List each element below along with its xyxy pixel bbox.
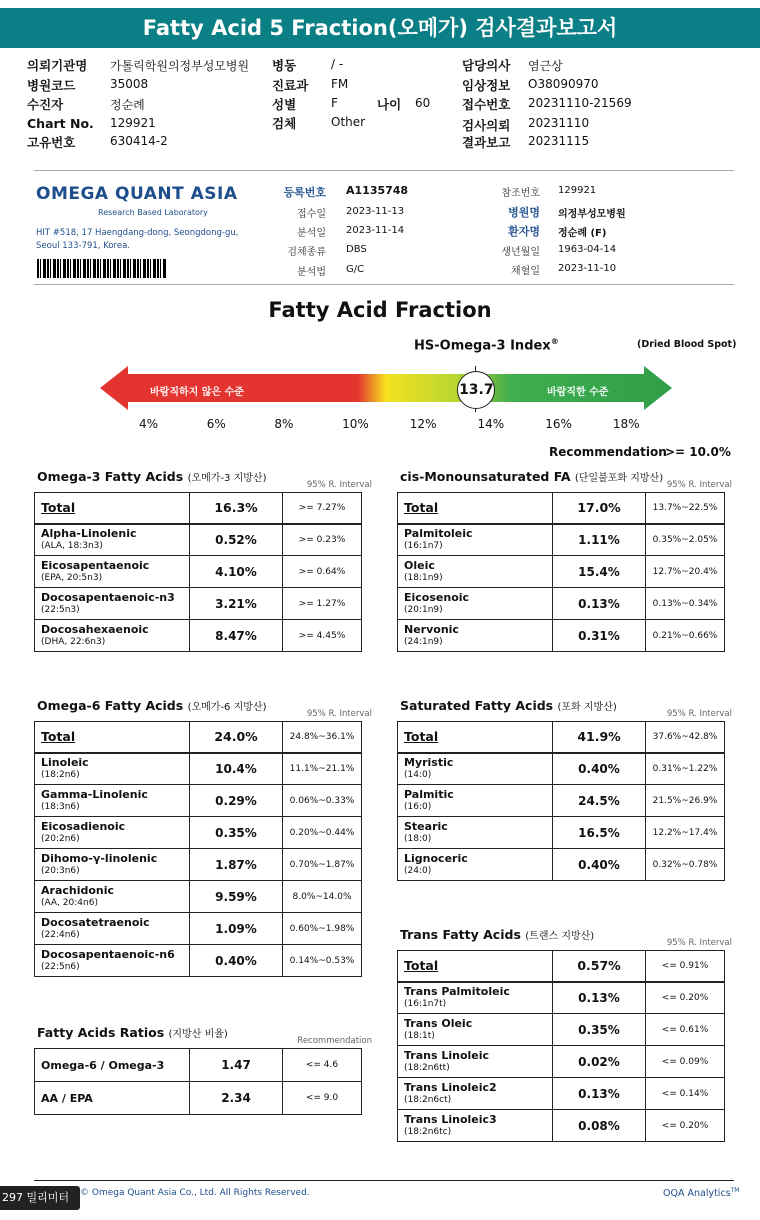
- reference-range: >= 0.23%: [283, 524, 362, 556]
- reference-range: <= 0.61%: [646, 1014, 725, 1046]
- method-value: G/C: [346, 264, 365, 275]
- table-row: [35, 785, 362, 817]
- result-value: 0.40%: [553, 849, 646, 881]
- result-value: 10.4%: [190, 753, 283, 785]
- fatty-acid-name: [35, 817, 190, 849]
- ref-value: 129921: [558, 185, 597, 196]
- saturated-title-text: Saturated Fatty Acids: [400, 698, 554, 713]
- gauge-tick: 8%: [274, 417, 294, 431]
- recv-label: 접수일: [297, 209, 326, 220]
- fatty-acid-name-text: Trans Palmitoleic: [404, 984, 510, 998]
- fatty-acid-code: (14:0): [404, 769, 432, 780]
- fatty-acid-name: [35, 849, 190, 881]
- result-value: 4.10%: [190, 556, 283, 588]
- fatty-acid-name: [398, 982, 553, 1014]
- result-value: 16.5%: [553, 817, 646, 849]
- sex-value: F: [331, 96, 338, 110]
- fatty-acid-name-text: Dihomo-γ-linolenic: [41, 851, 158, 865]
- ref-label: 참조번호: [501, 188, 540, 199]
- result-value: 0.40%: [553, 753, 646, 785]
- index-value: 13.7: [457, 371, 495, 409]
- barcode: [37, 259, 167, 278]
- reference-range: 0.35%~2.05%: [646, 524, 725, 556]
- reference-range: 8.0%~14.0%: [283, 881, 362, 913]
- table-row: [398, 817, 725, 849]
- fatty-acid-code: (18:1n9): [404, 572, 443, 583]
- draw-value: 2023-11-10: [558, 263, 617, 274]
- clinical-value: O38090970: [528, 77, 599, 91]
- chart-label: Chart No.: [27, 116, 94, 131]
- table-row: [35, 1082, 362, 1115]
- fatty-acid-code: (EPA, 20:5n3): [41, 572, 103, 583]
- mono-table: [397, 492, 725, 652]
- lab-logo: OMEGA QUANT ASIA: [36, 184, 238, 204]
- pt-value: 정순례 (F): [558, 228, 607, 239]
- fatty-acid-name-text: Linoleic: [41, 755, 89, 769]
- fatty-acid-name: [35, 945, 190, 977]
- spec-label: 검체종류: [287, 247, 326, 258]
- index-sup: ®: [550, 337, 559, 346]
- fatty-acid-name: [398, 493, 553, 524]
- recv-value: 2023-11-13: [346, 206, 405, 217]
- lab-logo-sub: Research Based Laboratory: [98, 208, 208, 217]
- doctor-value: 염근상: [528, 59, 563, 73]
- lab-address-2: Seoul 133-791, Korea.: [36, 241, 130, 251]
- fatty-acid-name-text: Gamma-Linolenic: [41, 787, 148, 801]
- hosp-label: 병원명: [508, 206, 540, 219]
- fatty-acid-name: [35, 588, 190, 620]
- lab-address-1: HIT #518, 17 Haengdang-dong, Seongdong-gu,: [36, 228, 239, 238]
- index-label: HS-Omega-3 Index: [414, 338, 551, 354]
- reference-range: 0.70%~1.87%: [283, 849, 362, 881]
- ward-value: / -: [331, 57, 344, 71]
- table-row: [398, 982, 725, 1014]
- table-row: [35, 849, 362, 881]
- table-row: [398, 951, 725, 982]
- result-value: 0.57%: [553, 951, 646, 982]
- ward-label: 병동: [272, 58, 297, 73]
- recommendation-label: Recommendation: [549, 445, 667, 459]
- gauge-tick: 18%: [612, 417, 640, 431]
- spec-value: DBS: [346, 244, 367, 255]
- table-row: [398, 722, 725, 753]
- reference-range: 0.60%~1.98%: [283, 913, 362, 945]
- omega6-interval-label: 95% R. Interval: [306, 709, 372, 719]
- fatty-acid-name: [398, 1014, 553, 1046]
- mono-title-text: cis-Monounsaturated FA: [400, 469, 571, 484]
- result-value: 0.35%: [553, 1014, 646, 1046]
- fatty-acid-name-text: Total: [404, 500, 439, 516]
- requested-label: 검사의뢰: [462, 118, 511, 133]
- header-divider: [34, 170, 734, 171]
- omega6-title: [37, 698, 266, 713]
- sex-label: 성별: [272, 97, 297, 112]
- fatty-acid-name-text: Trans Linoleic2: [404, 1080, 497, 1094]
- table-row: [35, 913, 362, 945]
- reference-range: 0.06%~0.33%: [283, 785, 362, 817]
- reference-range: 0.20%~0.44%: [283, 817, 362, 849]
- fatty-acid-code: (DHA, 22:6n3): [41, 636, 106, 647]
- good-level-label: 바람직한 수준: [547, 387, 609, 398]
- dept-value: FM: [331, 77, 349, 91]
- gauge-svg: [0, 362, 760, 414]
- footer-brand-text: OQA Analytics: [663, 1188, 731, 1200]
- clinical-label: 임상정보: [462, 78, 511, 93]
- fatty-acid-name: [35, 785, 190, 817]
- mono-title-kr: (단일불포화 지방산): [574, 473, 664, 484]
- table-row: [35, 945, 362, 977]
- reference-range: >= 1.27%: [283, 588, 362, 620]
- result-value: 0.02%: [553, 1046, 646, 1078]
- fatty-acid-name-text: Total: [41, 729, 76, 745]
- omega3-interval-label: 95% R. Interval: [306, 480, 372, 490]
- requested-value: 20231110: [528, 116, 590, 130]
- fatty-acid-code: (18:1t): [404, 1030, 435, 1041]
- result-value: 0.31%: [553, 620, 646, 652]
- result-value: 17.0%: [553, 493, 646, 524]
- reference-range: 11.1%~21.1%: [283, 753, 362, 785]
- pt-label: 환자명: [508, 225, 540, 238]
- lab-divider: [34, 284, 734, 285]
- fatty-acid-code: (AA, 20:4n6): [41, 897, 98, 908]
- dept-label: 진료과: [272, 78, 309, 93]
- result-value: 0.13%: [553, 1078, 646, 1110]
- saturated-title: [400, 698, 617, 713]
- result-value: 15.4%: [553, 556, 646, 588]
- reference-range: 0.21%~0.66%: [646, 620, 725, 652]
- reference-range: 0.32%~0.78%: [646, 849, 725, 881]
- index-title: [414, 337, 559, 353]
- gauge-tick: 14%: [477, 417, 505, 431]
- fatty-acid-name: [398, 1110, 553, 1142]
- reference-range: <= 4.6: [283, 1049, 362, 1082]
- footer-brand-sup: TM: [730, 1187, 740, 1194]
- table-row: [398, 1046, 725, 1078]
- fatty-acid-name-text: Trans Linoleic: [404, 1048, 490, 1062]
- fatty-acid-name: [398, 588, 553, 620]
- fatty-acid-name-text: Lignoceric: [404, 851, 468, 865]
- result-value: 3.21%: [190, 588, 283, 620]
- fatty-acid-name-text: Alpha-Linolenic: [41, 526, 137, 540]
- footer-copyright: © Omega Quant Asia Co., Ltd. All Rights Reserved.: [80, 1188, 310, 1198]
- dob-value: 1963-04-14: [558, 244, 617, 255]
- result-value: 0.13%: [553, 588, 646, 620]
- table-row: [398, 753, 725, 785]
- fatty-acid-code: (20:2n6): [41, 833, 80, 844]
- reference-range: 0.14%~0.53%: [283, 945, 362, 977]
- fatty-acid-name: [35, 753, 190, 785]
- table-row: [35, 1049, 362, 1082]
- page-size-badge: 297 밀리미터: [0, 1186, 80, 1210]
- ratios-rec-label: Recommendation: [297, 1036, 372, 1046]
- fatty-acid-name-text: Trans Oleic: [404, 1016, 473, 1030]
- reference-range: <= 0.09%: [646, 1046, 725, 1078]
- omega6-title-kr: (오메가-6 지방산): [187, 702, 267, 713]
- ratios-table: [34, 1048, 362, 1115]
- trans-title-text: Trans Fatty Acids: [400, 927, 521, 942]
- table-row: [398, 620, 725, 652]
- fatty-acid-name-text: Eicosenoic: [404, 590, 470, 604]
- result-value: 24.5%: [553, 785, 646, 817]
- fatty-acid-name: [35, 913, 190, 945]
- result-value: 0.35%: [190, 817, 283, 849]
- reference-range: <= 0.20%: [646, 982, 725, 1014]
- table-row: [398, 493, 725, 524]
- hosp-value: 의정부성모병원: [558, 209, 626, 220]
- fraction-heading: Fatty Acid Fraction: [268, 298, 492, 322]
- fatty-acid-name-text: AA / EPA: [41, 1091, 93, 1105]
- result-value: 0.29%: [190, 785, 283, 817]
- anal-value: 2023-11-14: [346, 225, 405, 236]
- fatty-acid-name-text: Docosapentaenoic-n3: [41, 590, 175, 604]
- fatty-acid-name: [35, 1082, 190, 1115]
- mono-title: [400, 469, 663, 484]
- fatty-acid-name-text: Omega-6 / Omega-3: [41, 1058, 165, 1072]
- fatty-acid-code: (22:4n6): [41, 929, 80, 940]
- result-value: 8.47%: [190, 620, 283, 652]
- ratios-title-kr: (지방산 비율): [168, 1029, 228, 1040]
- omega6-table: [34, 721, 362, 977]
- fatty-acid-name: [398, 556, 553, 588]
- table-row: [35, 493, 362, 524]
- fatty-acid-name-text: Palmitoleic: [404, 526, 473, 540]
- fatty-acid-code: (16:1n7t): [404, 998, 447, 1009]
- fatty-acid-name: [35, 722, 190, 753]
- result-value: 1.09%: [190, 913, 283, 945]
- trans-interval-label: 95% R. Interval: [666, 938, 732, 948]
- table-row: [398, 524, 725, 556]
- dob-label: 생년월일: [501, 247, 540, 258]
- chart-value: 129921: [110, 116, 156, 130]
- reference-range: 0.13%~0.34%: [646, 588, 725, 620]
- table-row: [35, 620, 362, 652]
- specimen-value: Other: [331, 115, 366, 129]
- trans-title: [400, 927, 594, 942]
- fatty-acid-name-text: Eicosapentaenoic: [41, 558, 150, 572]
- draw-label: 채혈일: [511, 266, 540, 277]
- hospcode-label: 병원코드: [27, 78, 76, 93]
- fatty-acid-name: [398, 753, 553, 785]
- fatty-acid-name-text: Total: [404, 729, 439, 745]
- omega3-title: [37, 469, 266, 484]
- table-row: [35, 881, 362, 913]
- saturated-title-kr: (포화 지방산): [557, 702, 617, 713]
- fatty-acid-name: [398, 1078, 553, 1110]
- uid-value: 630414-2: [110, 134, 168, 148]
- uid-label: 고유번호: [27, 135, 76, 150]
- doctor-label: 담당의사: [462, 58, 511, 73]
- reg-value: A1135748: [346, 184, 409, 197]
- fatty-acid-code: (18:0): [404, 833, 432, 844]
- table-row: [398, 785, 725, 817]
- fatty-acid-name: [398, 849, 553, 881]
- age-label: 나이: [377, 97, 402, 112]
- gauge-tick: 12%: [409, 417, 437, 431]
- fatty-acid-name-text: Arachidonic: [41, 883, 115, 897]
- fatty-acid-code: (22:5n6): [41, 961, 80, 972]
- footer-divider: [34, 1180, 734, 1181]
- reference-range: 21.5%~26.9%: [646, 785, 725, 817]
- fatty-acid-name-text: Oleic: [404, 558, 435, 572]
- gauge-tick: 16%: [545, 417, 572, 431]
- reg-label: 등록번호: [283, 186, 326, 199]
- fatty-acid-code: (24:0): [404, 865, 432, 876]
- footer-brand: [663, 1187, 739, 1199]
- table-row: [35, 722, 362, 753]
- hospital-label: 의뢰기관명: [27, 58, 88, 73]
- table-row: [35, 556, 362, 588]
- saturated-interval-label: 95% R. Interval: [666, 709, 732, 719]
- result-value: 16.3%: [190, 493, 283, 524]
- accession-label: 접수번호: [462, 97, 511, 112]
- saturated-table: [397, 721, 725, 881]
- reference-range: 37.6%~42.8%: [646, 722, 725, 753]
- fatty-acid-name-text: Trans Linoleic3: [404, 1112, 497, 1126]
- recommendation-value: >= 10.0%: [665, 445, 731, 459]
- reference-range: 12.2%~17.4%: [646, 817, 725, 849]
- reference-range: 0.31%~1.22%: [646, 753, 725, 785]
- reference-range: 13.7%~22.5%: [646, 493, 725, 524]
- fatty-acid-name: [35, 524, 190, 556]
- fatty-acid-code: (24:1n9): [404, 636, 443, 647]
- fatty-acid-name-text: Stearic: [404, 819, 448, 833]
- fatty-acid-name: [398, 620, 553, 652]
- fatty-acid-code: (18:3n6): [41, 801, 80, 812]
- fatty-acid-code: (20:1n9): [404, 604, 443, 615]
- result-value: 0.08%: [553, 1110, 646, 1142]
- patient-value: 정순례: [110, 98, 145, 112]
- trans-table: [397, 950, 725, 1142]
- bad-level-label: 바람직하지 않은 수준: [150, 387, 244, 398]
- age-value: 60: [415, 96, 431, 110]
- table-row: [35, 817, 362, 849]
- fatty-acid-name: [35, 881, 190, 913]
- reference-range: 24.8%~36.1%: [283, 722, 362, 753]
- fatty-acid-name: [35, 556, 190, 588]
- reference-range: 12.7%~20.4%: [646, 556, 725, 588]
- omega3-title-text: Omega-3 Fatty Acids: [37, 469, 184, 484]
- table-row: [398, 849, 725, 881]
- fatty-acid-code: (18:2n6tt): [404, 1062, 450, 1073]
- index-marker: [456, 366, 496, 412]
- dbs-label: (Dried Blood Spot): [637, 339, 737, 350]
- mono-interval-label: 95% R. Interval: [666, 480, 732, 490]
- fatty-acid-name-text: Eicosadienoic: [41, 819, 126, 833]
- ratios-title: [37, 1025, 228, 1040]
- result-value: 0.52%: [190, 524, 283, 556]
- reported-label: 결과보고: [462, 135, 511, 150]
- result-value: 1.47: [190, 1049, 283, 1082]
- reference-range: >= 7.27%: [283, 493, 362, 524]
- fatty-acid-name: [35, 1049, 190, 1082]
- fatty-acid-name-text: Myristic: [404, 755, 454, 769]
- result-value: 2.34: [190, 1082, 283, 1115]
- accession-value: 20231110-21569: [528, 96, 632, 110]
- table-row: [398, 556, 725, 588]
- table-row: [35, 753, 362, 785]
- fatty-acid-code: (20:3n6): [41, 865, 80, 876]
- gauge-tick: 6%: [206, 417, 226, 431]
- result-value: 0.13%: [553, 982, 646, 1014]
- fatty-acid-name: [398, 1046, 553, 1078]
- fatty-acid-name-text: Docosahexaenoic: [41, 622, 149, 636]
- result-value: 0.40%: [190, 945, 283, 977]
- omega3-title-kr: (오메가-3 지방산): [187, 473, 267, 484]
- result-value: 1.87%: [190, 849, 283, 881]
- fatty-acid-name-text: Total: [41, 500, 76, 516]
- reported-value: 20231115: [528, 134, 590, 148]
- fatty-acid-code: (ALA, 18:3n3): [41, 540, 103, 551]
- result-value: 24.0%: [190, 722, 283, 753]
- hospital-value: 가톨릭학원의정부성모병원: [110, 59, 250, 73]
- fatty-acid-name-text: Total: [404, 958, 439, 974]
- ratios-title-text: Fatty Acids Ratios: [37, 1025, 165, 1040]
- reference-range: <= 0.91%: [646, 951, 725, 982]
- fatty-acid-name-text: Docosapentaenoic-n6: [41, 947, 175, 961]
- result-value: 1.11%: [553, 524, 646, 556]
- hospcode-value: 35008: [110, 77, 149, 91]
- reference-range: >= 0.64%: [283, 556, 362, 588]
- fatty-acid-name: [398, 817, 553, 849]
- fatty-acid-code: (22:5n3): [41, 604, 80, 615]
- fatty-acid-code: (18:2n6ct): [404, 1094, 452, 1105]
- fatty-acid-code: (16:0): [404, 801, 432, 812]
- result-value: 41.9%: [553, 722, 646, 753]
- omega3-table: [34, 492, 362, 652]
- fatty-acid-name: [398, 785, 553, 817]
- fatty-acid-name: [35, 620, 190, 652]
- fatty-acid-name: [398, 524, 553, 556]
- reference-range: <= 0.14%: [646, 1078, 725, 1110]
- report-title: Fatty Acid 5 Fraction(오메가) 검사결과보고서: [0, 8, 760, 48]
- table-row: [35, 588, 362, 620]
- table-row: [398, 588, 725, 620]
- fatty-acid-name: [398, 722, 553, 753]
- fatty-acid-name-text: Palmitic: [404, 787, 454, 801]
- reference-range: <= 0.20%: [646, 1110, 725, 1142]
- patient-label: 수진자: [27, 97, 64, 112]
- reference-range: >= 4.45%: [283, 620, 362, 652]
- table-row: [398, 1110, 725, 1142]
- trans-title-kr: (트랜스 지방산): [525, 931, 595, 942]
- fatty-acid-code: (18:2n6tc): [404, 1126, 452, 1137]
- anal-label: 분석일: [297, 228, 326, 239]
- specimen-label: 검체: [272, 116, 297, 131]
- gauge-tick: 10%: [342, 417, 369, 431]
- fatty-acid-code: (16:1n7): [404, 540, 443, 551]
- fatty-acid-name: [398, 951, 553, 982]
- omega6-title-text: Omega-6 Fatty Acids: [37, 698, 184, 713]
- table-row: [35, 524, 362, 556]
- result-value: 9.59%: [190, 881, 283, 913]
- table-row: [398, 1078, 725, 1110]
- fatty-acid-code: (18:2n6): [41, 769, 80, 780]
- fatty-acid-name-text: Docosatetraenoic: [41, 915, 150, 929]
- reference-range: <= 9.0: [283, 1082, 362, 1115]
- table-row: [398, 1014, 725, 1046]
- gauge-tick: 4%: [139, 417, 159, 431]
- method-label: 분석법: [297, 267, 326, 278]
- fatty-acid-name-text: Nervonic: [404, 622, 459, 636]
- fatty-acid-name: [35, 493, 190, 524]
